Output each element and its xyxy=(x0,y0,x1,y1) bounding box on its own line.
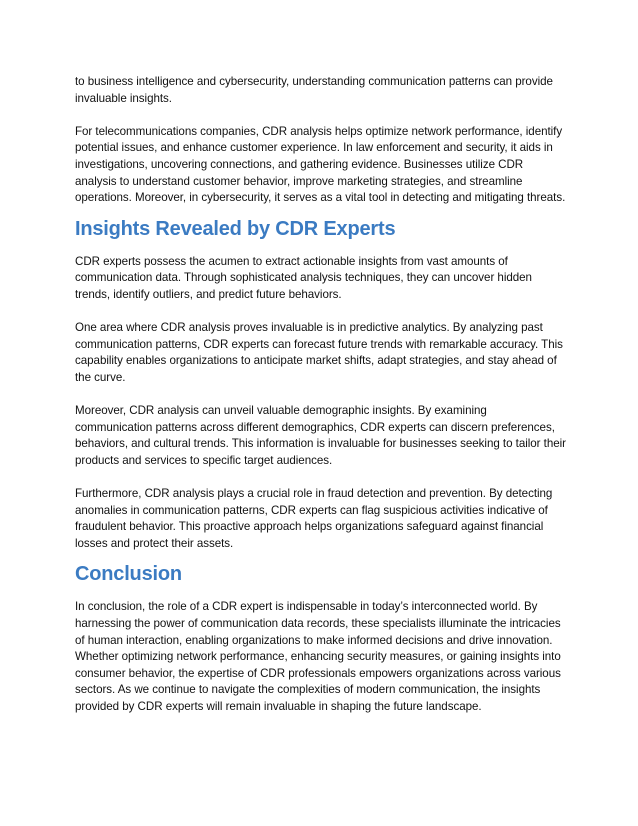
paragraph-fraud-detection: Furthermore, CDR analysis plays a crucial role in fraud detection and prevention. By detecting anomalies in communication patterns, CDR experts can flag suspicious activities indicative of fraudulent behavior. This proactive approach helps organizations safeguard against financial losses and protect their assets. xyxy=(75,487,553,550)
paragraph-demographic-insights: Moreover, CDR analysis can unveil valuable demographic insights. By examining communication patterns across different demographics, CDR experts can discern preferences, behaviors, and cultural trends. This information is invaluable for businesses seeking to tailor their products and services to specific target audiences. xyxy=(75,404,566,467)
paragraph-telecom-uses: For telecommunications companies, CDR analysis helps optimize network performance, identify potential issues, and enhance customer experience. In law enforcement and security, it aids in investigations, uncovering connections, and gathering evidence. Businesses utilize CDR analysis to understand customer behavior, improve marketing strategies, and streamline operations. Moreover, in cybersecurity, it serves as a vital tool in detecting and mitigating threats. xyxy=(75,124,566,205)
section-heading-insights: Insights Revealed by CDR Experts xyxy=(75,217,396,240)
paragraph-conclusion: In conclusion, the role of a CDR expert is indispensable in today’s interconnected world. By harnessing the power of communication data records, these specialists illuminate the intricacies of human interaction, enabling organizations to make informed decisions and drive innovation. Whether optimizing network performance, enhancing security measures, or gaining insights into consumer behavior, the expertise of CDR professionals empowers organizations across various sectors. As we continue to navigate the complexities of modern communication, the insights provided by CDR experts will remain invaluable in shaping the future landscape. xyxy=(75,600,561,713)
paragraph-continuation: to business intelligence and cybersecurity, understanding communication patterns can provide invaluable insights. xyxy=(75,75,553,105)
document-page xyxy=(75,74,567,716)
section-heading-conclusion: Conclusion xyxy=(75,563,182,586)
paragraph-predictive-analytics: One area where CDR analysis proves invaluable is in predictive analytics. By analyzing past communication patterns, CDR experts can forecast future trends with remarkable accuracy. This capability enables organizations to anticipate market shifts, adapt strategies, and stay ahead of the curve. xyxy=(75,321,563,384)
paragraph-experts-acumen: CDR experts possess the acumen to extract actionable insights from vast amounts of communication data. Through sophisticated analysis techniques, they can uncover hidden trends, identify outliers, and predict future behaviors. xyxy=(75,254,532,301)
